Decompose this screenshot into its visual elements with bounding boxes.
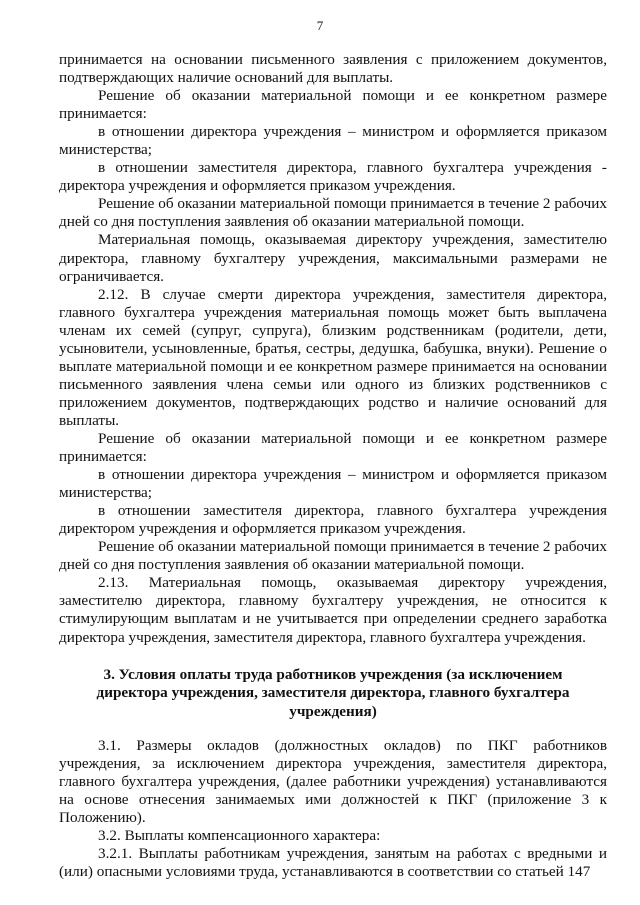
paragraph-3-2: 3.2. Выплаты компенсационного характера: bbox=[98, 827, 381, 845]
paragraph: Решение об оказании материальной помощи и ее конкретном размере принимается: bbox=[59, 429, 607, 466]
paragraph: Материальная помощь, оказываемая директору учреждения, заместителю директора, главному бухгалтеру учреждения, максимальными размерами не ограничивается. bbox=[59, 231, 607, 285]
paragraph: Решение об оказании материальной помощи принимается в течение 2 рабочих дней со дня поступления заявления об оказании материальной помощи. bbox=[59, 538, 607, 574]
paragraph-3-1: 3.1. Размеры окладов (должностных окладов) по ПКГ работников учреждения, за исключением директора учреждения, заместителя директора, главного бухгалтера учреждения, (далее работники учреждения) устанавливаются на основе отнесения занимаемых ими должностей к ПКГ (приложение 3 к Положению). bbox=[59, 737, 607, 827]
page-number: 7 bbox=[316, 18, 324, 33]
paragraph: принимается на основании письменного заявления с приложением документов, подтверждающих наличие оснований для выплаты. bbox=[59, 51, 607, 87]
paragraph: Решение об оказании материальной помощи принимается в течение 2 рабочих дней со дня поступления заявления об оказании материальной помощи. bbox=[59, 195, 607, 231]
paragraph: в отношении заместителя директора, главного бухгалтера учреждения - директора учреждения и оформляется приказом учреждения. bbox=[59, 159, 607, 195]
paragraph-2-13: 2.13. Материальная помощь, оказываемая директору учреждения, заместителю директора, главному бухгалтеру учреждения, не относится к стимулирующим выплатам и не учитывается при определении среднего заработка директора учреждения, заместителя директора, главного бухгалтера учреждения. bbox=[59, 574, 607, 646]
paragraph: Решение об оказании материальной помощи и ее конкретном размере принимается: bbox=[59, 87, 607, 123]
paragraph: в отношении директора учреждения – министром и оформляется приказом министерства; bbox=[59, 123, 607, 159]
paragraph-2-12: 2.12. В случае смерти директора учреждения, заместителя директора, главного бухгалтера учреждения материальная помощь может быть выплачена членам их семей (супруг, супруга), близким родственникам (родители, дети, усыновители, усыновленные, братья, сестры, дедушка, бабушка, внуки). Решение о выплате материальной помощи и ее конкретном размере принимается на основании письменного заявления члена семьи или одного из близких родственников с приложением документов, подтверждающих родство и наличие оснований для выплаты. bbox=[59, 285, 607, 429]
document-body bbox=[59, 51, 607, 881]
paragraph-3-2-1: 3.2.1. Выплаты работникам учреждения, занятым на работах с вредными и (или) опасными условиями труда, устанавливаются в соответствии со статьей 147 bbox=[59, 845, 607, 881]
section-heading: 3. Условия оплаты труда работников учреждения (за исключением директора учреждения, заместителя директора, главного бухгалтера учреждения) bbox=[96, 665, 570, 720]
paragraph: в отношении заместителя директора, главного бухгалтера учреждения директором учреждения и оформляется приказом учреждения. bbox=[59, 502, 607, 538]
paragraph: в отношении директора учреждения – министром и оформляется приказом министерства; bbox=[59, 466, 607, 502]
